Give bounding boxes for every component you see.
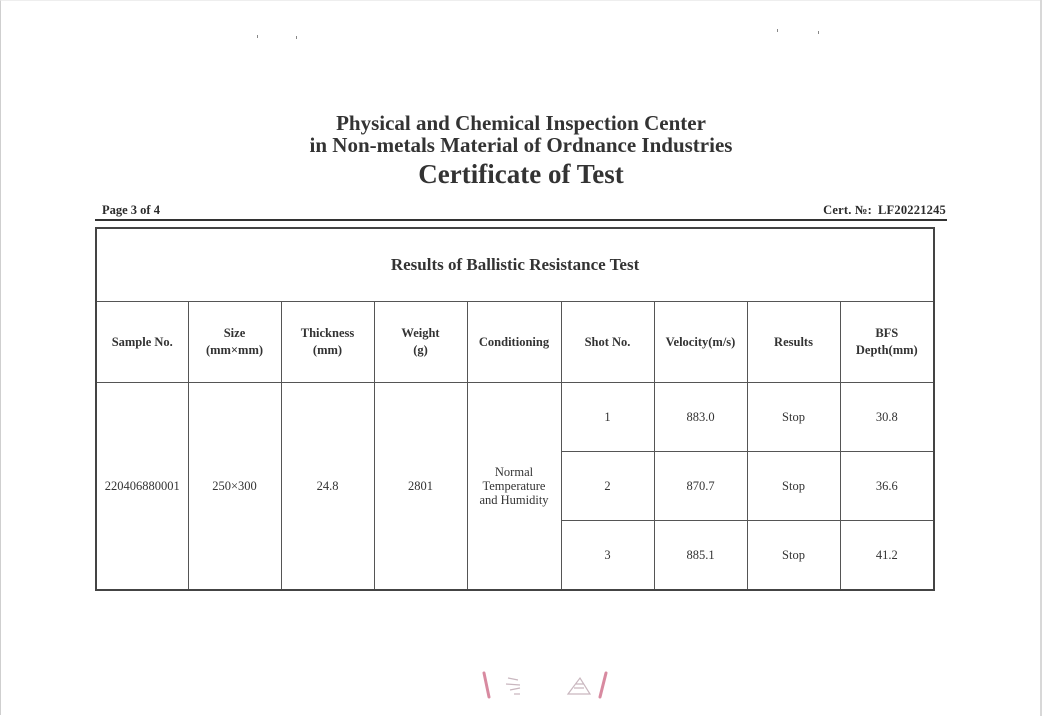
cell-shot-no: 1 — [561, 383, 654, 452]
table-row — [96, 383, 934, 452]
cell-bfs-depth: 36.6 — [840, 452, 934, 521]
results-table-container — [95, 227, 933, 591]
table-title-row — [96, 228, 934, 302]
official-seal-stamp-icon — [480, 670, 630, 700]
institution-name-line2: in Non-metals Material of Ordnance Industries — [309, 133, 733, 157]
scan-speck — [296, 36, 297, 39]
cell-bfs-depth: 41.2 — [840, 521, 934, 591]
cell-result: Stop — [747, 383, 840, 452]
header-rule — [95, 219, 947, 221]
col-header-velocity: Velocity(m/s) — [654, 302, 747, 383]
institution-name-line1: Physical and Chemical Inspection Center — [336, 111, 706, 135]
page-number: Page 3 of 4 — [102, 203, 160, 217]
ballistic-results-table — [95, 227, 935, 591]
cell-result: Stop — [747, 521, 840, 591]
table-header-row — [96, 302, 934, 383]
col-header-weight: Weight (g) — [374, 302, 467, 383]
scan-speck — [777, 29, 778, 32]
col-header-bfs-depth: BFS Depth(mm) — [840, 302, 934, 383]
table-title: Results of Ballistic Resistance Test — [96, 228, 934, 302]
col-header-results: Results — [747, 302, 840, 383]
scan-speck — [257, 35, 258, 38]
cell-shot-no: 2 — [561, 452, 654, 521]
cell-size: 250×300 — [188, 383, 281, 591]
document-title: Certificate of Test — [418, 159, 624, 189]
cell-shot-no: 3 — [561, 521, 654, 591]
col-header-sample-no: Sample No. — [96, 302, 188, 383]
cell-velocity: 883.0 — [654, 383, 747, 452]
cell-velocity: 885.1 — [654, 521, 747, 591]
cert-value: LF20221245 — [878, 203, 946, 217]
cell-result: Stop — [747, 452, 840, 521]
cell-conditioning: Normal Temperature and Humidity — [467, 383, 561, 591]
cell-sample-no: 220406880001 — [96, 383, 188, 591]
col-header-conditioning: Conditioning — [467, 302, 561, 383]
col-header-size: Size (mm×mm) — [188, 302, 281, 383]
certificate-number — [823, 203, 946, 218]
cell-weight: 2801 — [374, 383, 467, 591]
col-header-shot-no: Shot No. — [561, 302, 654, 383]
cell-bfs-depth: 30.8 — [840, 383, 934, 452]
col-header-thickness: Thickness (mm) — [281, 302, 374, 383]
scan-speck — [818, 31, 819, 34]
cert-label: Cert. №: — [823, 203, 873, 217]
cell-velocity: 870.7 — [654, 452, 747, 521]
cell-thickness: 24.8 — [281, 383, 374, 591]
